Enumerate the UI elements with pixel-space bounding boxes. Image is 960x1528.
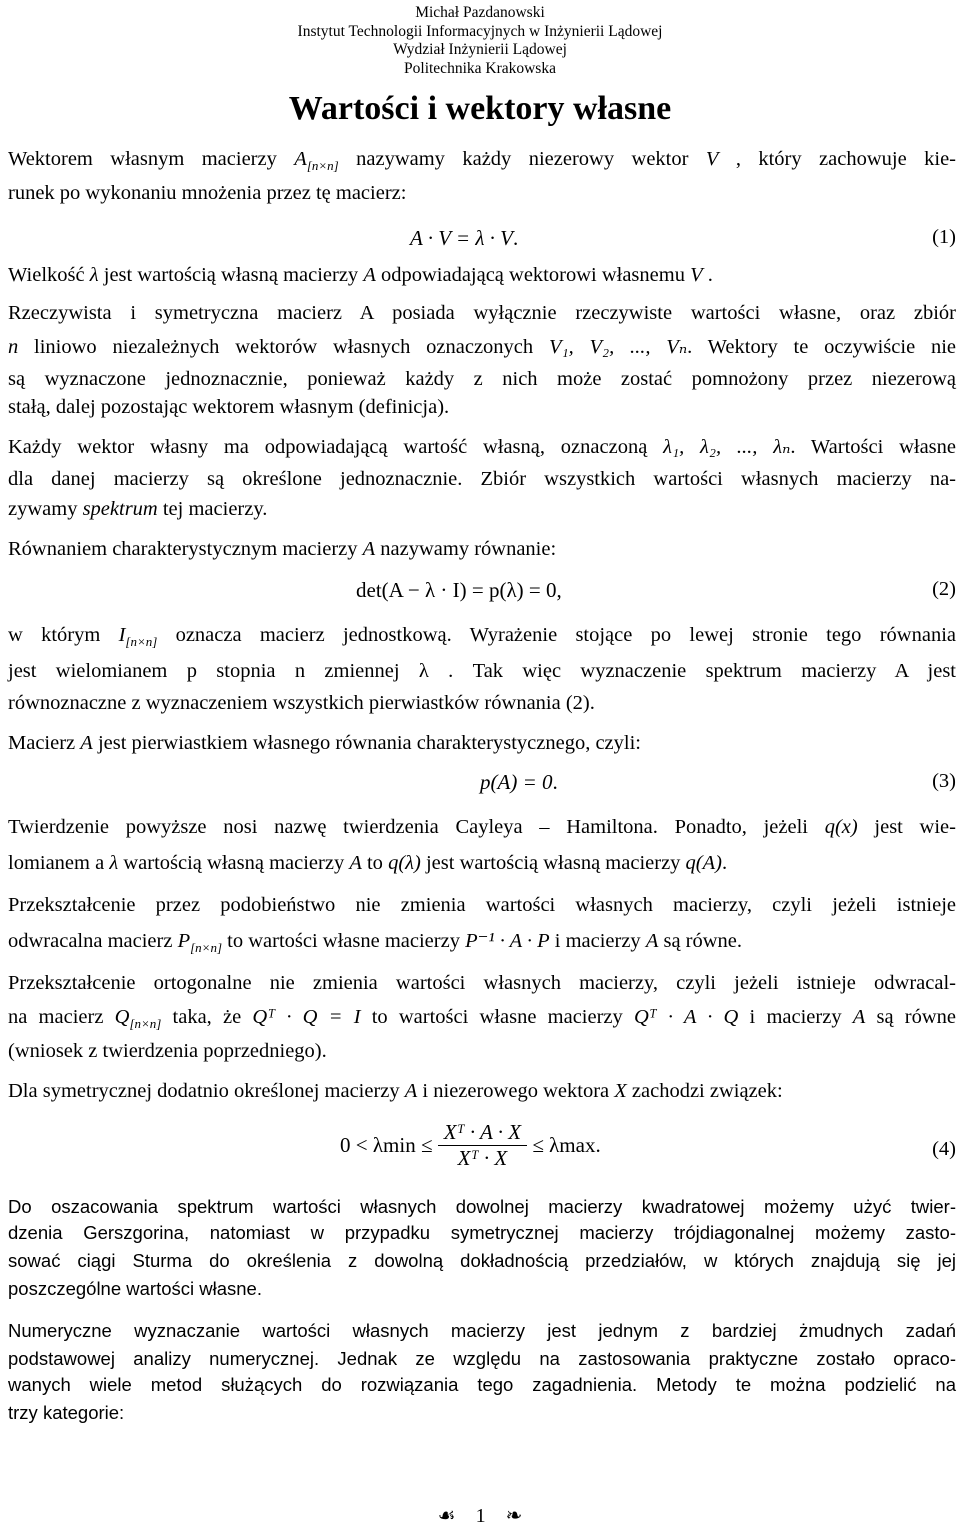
term-spektrum: spektrum	[82, 498, 158, 520]
math-qx: q(x)	[824, 816, 858, 838]
p11-line	[8, 1080, 956, 1103]
text: jest wartością własną macierzy	[420, 852, 686, 874]
header-block	[0, 4, 960, 78]
p12-line-2: dzenia Gerszgorina, natomiast w przypadku symetrycznej macierzy trójdiagonalnej możemy zasto-	[8, 1222, 956, 1243]
p3-line-4: stałą, dalej pozostając wektorem własnym (definicja).	[8, 396, 450, 418]
symbol-V: V	[690, 264, 703, 286]
text: odpowiadającą wektorowi własnemu	[375, 264, 691, 286]
text: są równe	[865, 1006, 957, 1028]
left-ornament-icon: ☙	[437, 1505, 456, 1527]
p3-line-2	[8, 334, 956, 359]
page-number: 1	[475, 1505, 486, 1527]
math-orthogonality: Qᵀ · Q = I	[252, 1006, 361, 1028]
math-q-lambda: q(λ)	[388, 852, 421, 874]
faculty-name: Wydział Inżynierii Lądowej	[393, 41, 567, 58]
text: nazywamy każdy niezerowy wektor	[338, 148, 706, 170]
p13-line-2: podstawowej analizy numerycznej. Jednak ze względu na zastosowania praktyczne zostało opraco-	[8, 1348, 956, 1369]
symbol-A: A	[363, 264, 376, 286]
text: Każdy wektor własny ma odpowiadającą wartość własną, oznaczoną	[8, 436, 664, 458]
p1-line-1	[8, 148, 956, 174]
text: Wektorem własnym macierzy	[8, 148, 295, 170]
subscript: [n×n]	[129, 1016, 162, 1031]
text: są równe.	[658, 930, 743, 952]
p9-line-2	[8, 928, 956, 956]
equation-tail: .	[513, 226, 519, 250]
equation-4-number: (4)	[932, 1138, 956, 1160]
symbol-I: I	[118, 624, 126, 646]
p5-line	[8, 538, 956, 561]
p13-line-4: trzy kategorie:	[8, 1402, 125, 1423]
symbol-A: A	[645, 930, 659, 952]
equation-1-number: (1)	[932, 226, 956, 248]
text: jest wartością własną macierzy	[98, 264, 364, 286]
symbol-A: A	[852, 1006, 866, 1028]
p10-line-1: Przekształcenie ortogonalne nie zmienia wartości własnych macierzy, czyli jeżeli istnieje odwracal-	[8, 972, 956, 994]
equation-3	[480, 770, 558, 795]
subscript: [n×n]	[306, 158, 339, 173]
text: Dla symetrycznej dodatnio określonej macierzy	[8, 1080, 405, 1102]
symbol-V: V	[705, 148, 719, 170]
equation-fraction	[438, 1120, 527, 1171]
text: na macierz	[8, 1006, 115, 1028]
symbol-X: X	[614, 1080, 627, 1102]
p13-line-3: wanych wiele metod służących do rozwiązania tego zagadnienia. Metody te można podzielić na	[8, 1374, 956, 1395]
p6-line-3: równoznaczne z wyznaczeniem wszystkich pierwiastków równania (2).	[8, 692, 595, 714]
p6-line-1	[8, 624, 956, 650]
symbol-n: n	[8, 336, 19, 358]
equation-left: 0 < λmin ≤	[340, 1133, 433, 1157]
p12-line-3: sować ciągi Sturma do określenia z dowolną dokładnością przedziałów, w których znajdują się jej	[8, 1250, 956, 1271]
symbol-lambda: λ	[109, 852, 119, 874]
equation-right: ≤ λmax	[532, 1133, 596, 1157]
lambda-list: λ₁, λ₂, ..., λₙ	[663, 436, 791, 458]
symbol-A: A	[294, 148, 307, 170]
text: taka, że	[161, 1006, 253, 1028]
equation-2-number: (2)	[932, 578, 956, 600]
p8-line-1	[8, 816, 956, 839]
equation-text: det(A − λ · I) = p(λ) = 0	[356, 578, 557, 602]
equation-4	[340, 1120, 601, 1171]
symbol-A: A	[80, 732, 93, 754]
text: wartością własną macierzy	[118, 852, 350, 874]
university-name: Politechnika Krakowska	[404, 59, 556, 77]
p10-line-2	[8, 1006, 956, 1032]
text: to wartości własne macierzy	[360, 1006, 634, 1028]
equation-tail: .	[552, 770, 558, 794]
symbol-lambda: λ	[89, 264, 99, 286]
p13-line-1: Numeryczne wyznaczanie wartości własnych macierzy jest jednym z bardziej żmudnych zadań	[8, 1320, 956, 1341]
text: Twierdzenie powyższe nosi nazwę twierdzenia Cayleya – Hamiltona. Ponadto, jeżeli	[8, 816, 825, 838]
text: i niezerowego wektora	[417, 1080, 615, 1102]
equation-tail: .	[595, 1133, 601, 1157]
text: jest pierwiastkiem własnego równania charakterystycznego, czyli:	[92, 732, 641, 754]
fraction-numerator: Xᵀ · A · X	[438, 1120, 527, 1146]
symbol-A: A	[404, 1080, 418, 1102]
page-title: Wartości i wektory własne	[288, 90, 672, 127]
subscript: [n×n]	[125, 634, 158, 649]
p4-line-3	[8, 498, 956, 521]
text: zachodzi związek:	[626, 1080, 783, 1102]
text: . Wartości własne	[790, 436, 956, 458]
p3-line-1: Rzeczywista i symetryczna macierz A posiada wyłącznie rzeczywiste wartości własne, oraz zbiór	[8, 302, 956, 324]
text: oznacza macierz jednostkową. Wyrażenie stojące po lewej stronie tego równania	[157, 624, 956, 646]
p6-line-2: jest wielomianem p stopnia n zmiennej λ . Tak więc wyznaczenie spektrum macierzy A jest	[8, 660, 956, 682]
p1-line-2: runek po wykonaniu mnożenia przez tę macierz:	[8, 182, 407, 204]
symbol-A: A	[349, 852, 362, 874]
symbol-A: A	[362, 538, 376, 560]
equation-2	[356, 578, 562, 603]
text: to	[361, 852, 389, 874]
text: lomianem a	[8, 852, 110, 874]
text: i macierzy	[738, 1006, 853, 1028]
text: .	[721, 852, 728, 874]
math-qA: q(A)	[685, 852, 722, 874]
institute-name: Instytut Technologii Informacyjnych w Inżynierii Lądowej	[297, 22, 663, 40]
p9-line-1: Przekształcenie przez podobieństwo nie zmienia wartości własnych macierzy, czyli jeżeli istnieje	[8, 894, 956, 916]
page-footer	[0, 1503, 960, 1528]
subscript: [n×n]	[190, 940, 223, 955]
equation-text: A · V = λ · V	[410, 226, 513, 250]
equation-1	[410, 226, 518, 251]
text: w którym	[8, 624, 119, 646]
text: .	[702, 264, 713, 286]
text: odwracalna macierz	[8, 930, 178, 952]
p2-line	[8, 264, 956, 287]
right-ornament-icon: ❧	[505, 1505, 523, 1527]
text: Wielkość	[8, 264, 90, 286]
p12-line-4: poszczególne wartości własne.	[8, 1278, 262, 1299]
text: . Wektory te oczywiście nie	[687, 336, 956, 358]
math-similarity: P⁻¹ · A · P	[465, 930, 550, 952]
equation-3-number: (3)	[932, 770, 956, 792]
text: jest wie-	[857, 816, 956, 838]
p10-line-3: (wniosek z twierdzenia poprzedniego).	[8, 1040, 327, 1062]
fraction-denominator: Xᵀ · X	[457, 1146, 508, 1170]
text: tej macierzy.	[157, 498, 268, 520]
text: i macierzy	[549, 930, 646, 952]
text: nazywamy równanie:	[375, 538, 557, 560]
text: to wartości własne macierzy	[222, 930, 466, 952]
symbol-P: P	[177, 930, 191, 952]
text: , który zachowuje kie-	[718, 148, 956, 170]
vector-list: V₁, V₂, ..., Vₙ	[548, 336, 688, 358]
p4-line-1	[8, 434, 956, 459]
equation-tail: ,	[556, 578, 562, 602]
symbol-Q: Q	[114, 1006, 130, 1028]
p12-line-1: Do oszacowania spektrum wartości własnych dowolnej macierzy kwadratowej możemy użyć twier-	[8, 1196, 956, 1217]
p8-line-2	[8, 852, 956, 875]
text: Równaniem charakterystycznym macierzy	[8, 538, 363, 560]
author-name: Michał Pazdanowski	[415, 4, 545, 21]
p4-line-2: dla danej macierzy są określone jednoznacznie. Zbiór wszystkich wartości własnych macierzy na-	[8, 468, 956, 490]
text: Macierz	[8, 732, 81, 754]
p3-line-3: są wyznaczone jednoznacznie, ponieważ każdy z nich może zostać pomnożony przez niezerową	[8, 368, 956, 390]
p7-line	[8, 732, 956, 755]
math-transform: Qᵀ · A · Q	[633, 1006, 739, 1028]
equation-text: p(A) = 0	[480, 770, 553, 794]
text: liniowo niezależnych wektorów własnych oznaczonych	[18, 336, 549, 358]
text: zywamy	[8, 498, 83, 520]
